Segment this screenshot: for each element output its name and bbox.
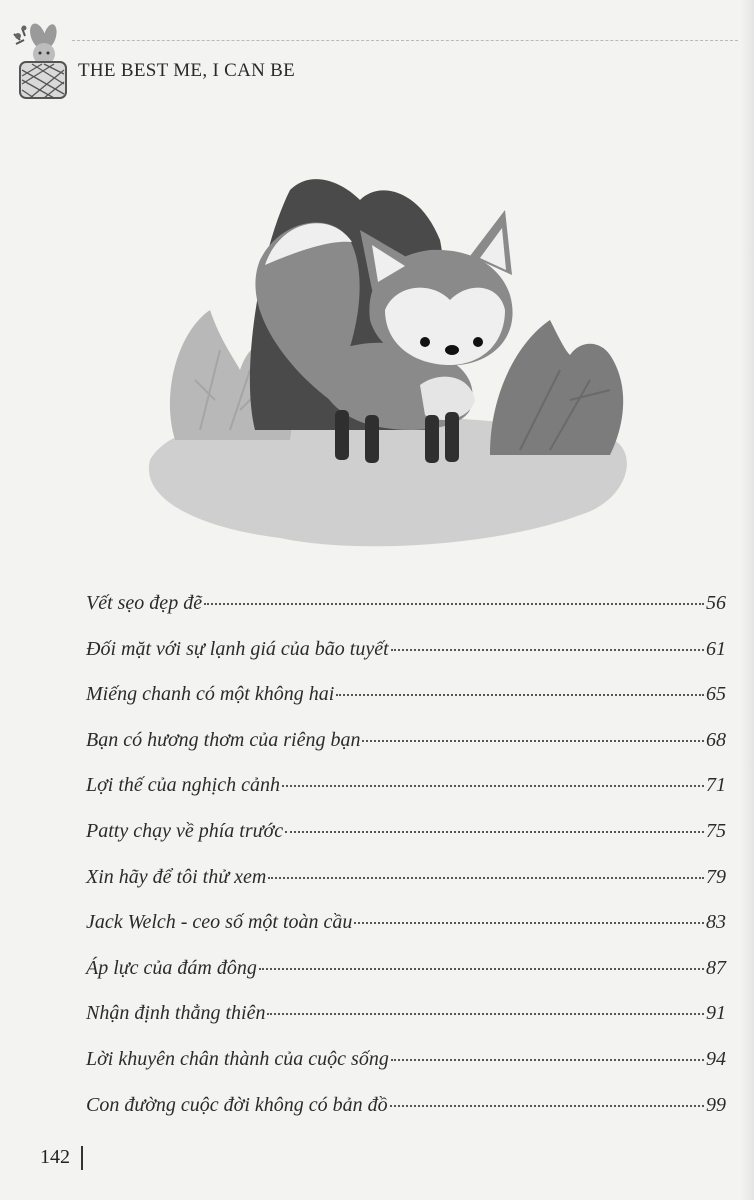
dot-leader (282, 784, 704, 787)
dot-leader (259, 967, 704, 970)
toc-entry[interactable] (86, 1048, 726, 1094)
page-number-divider (81, 1146, 83, 1170)
page-edge-shadow (740, 0, 754, 1200)
toc-entry[interactable] (86, 774, 726, 820)
toc-entry-page: 94 (706, 1047, 726, 1070)
toc-entry[interactable] (86, 820, 726, 866)
dot-leader (336, 693, 704, 696)
page-number: 142 (40, 1146, 70, 1168)
toc-entry-page: 65 (706, 683, 726, 706)
dot-leader (204, 602, 704, 605)
dot-leader (354, 921, 704, 924)
toc-entry-title: Jack Welch - ceo số một toàn cầu (86, 911, 353, 934)
toc-entry[interactable] (86, 957, 726, 1003)
toc-entry-page: 91 (706, 1002, 726, 1025)
dot-leader (267, 1012, 704, 1015)
toc-entry-page: 56 (706, 592, 726, 614)
toc-entry-page: 68 (706, 728, 726, 751)
toc-entry-title: Con đường cuộc đời không có bản đồ (86, 1093, 388, 1116)
table-of-contents (86, 592, 726, 1139)
dot-leader (391, 648, 704, 651)
toc-entry-title: Lời khuyên chân thành của cuộc sống (86, 1047, 389, 1070)
toc-entry-title: Vết sẹo đẹp đẽ (86, 592, 203, 614)
toc-entry-page: 99 (706, 1093, 726, 1116)
toc-entry[interactable] (86, 592, 726, 638)
toc-entry[interactable] (86, 866, 726, 912)
fox-illustration (140, 170, 640, 560)
toc-entry-page: 75 (706, 819, 726, 842)
toc-entry-page: 61 (706, 637, 726, 660)
toc-entry-title: Đối mặt với sự lạnh giá của bão tuyết (86, 637, 389, 660)
toc-entry-page: 71 (706, 774, 726, 797)
toc-entry-page: 87 (706, 956, 726, 979)
dot-leader (390, 1104, 704, 1107)
toc-entry-title: Xin hãy để tôi thử xem (86, 865, 267, 888)
toc-entry[interactable] (86, 911, 726, 957)
dot-leader (391, 1058, 704, 1061)
toc-entry-title: Nhận định thẳng thiên (86, 1002, 266, 1025)
toc-entry-title: Patty chạy về phía trước (86, 819, 284, 842)
toc-entry-title: Bạn có hương thơm của riêng bạn (86, 728, 361, 751)
toc-entry[interactable] (86, 729, 726, 775)
toc-entry[interactable] (86, 1094, 726, 1140)
toc-entry-title: Lợi thế của nghịch cảnh (86, 774, 280, 797)
dot-leader (268, 876, 704, 879)
toc-entry-page: 79 (706, 865, 726, 888)
toc-entry[interactable] (86, 638, 726, 684)
toc-entry-title: Áp lực của đám đông (86, 956, 257, 979)
toc-entry[interactable] (86, 683, 726, 729)
dot-leader (285, 830, 704, 833)
dot-leader (362, 739, 704, 742)
toc-entry-title: Miếng chanh có một không hai (86, 683, 335, 706)
running-header-title: THE BEST ME, I CAN BE (78, 60, 296, 81)
header-divider (72, 40, 738, 41)
bunny-basket-icon (8, 14, 72, 104)
toc-entry-page: 83 (706, 911, 726, 934)
toc-entry[interactable] (86, 1002, 726, 1048)
